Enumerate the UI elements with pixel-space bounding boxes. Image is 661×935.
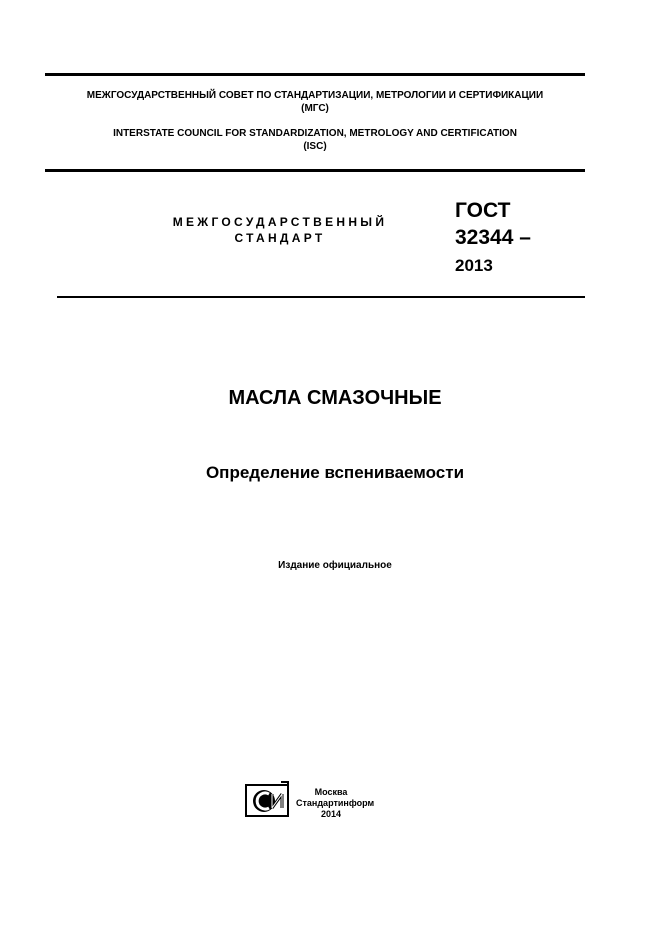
standartinform-logo-icon <box>245 781 289 817</box>
document-title: МАСЛА СМАЗОЧНЫЕ <box>228 387 442 409</box>
gost-label: ГОСТ <box>455 199 511 222</box>
gost-number: 32344 – <box>455 226 531 249</box>
standard-kind-line1: МЕЖГОСУДАРСТВЕННЫЙ <box>172 215 388 229</box>
edition-note: Издание официальное <box>278 560 392 571</box>
publisher-year: 2014 <box>320 809 342 819</box>
council-name-english <box>45 127 585 153</box>
document-subtitle: Определение вспениваемости <box>205 463 465 482</box>
gost-designation <box>455 197 531 277</box>
publisher-city: Москва <box>314 787 348 797</box>
council-name-russian <box>45 89 585 115</box>
publisher-block <box>296 787 375 820</box>
top-rule <box>45 73 585 76</box>
council-ru-line1: МЕЖГОСУДАРСТВЕННЫЙ СОВЕТ ПО СТАНДАРТИЗАЦИИ, МЕТРОЛОГИИ И СЕРТИФИКАЦИИ <box>86 90 544 101</box>
standard-kind-line2: СТАНДАРТ <box>234 231 326 245</box>
council-en-abbreviation: (ISC) <box>303 141 327 152</box>
lower-rule <box>57 296 585 298</box>
council-ru-abbreviation: (МГС) <box>301 103 329 114</box>
publisher-name: Стандартинформ <box>296 798 375 808</box>
middle-rule <box>45 169 585 172</box>
gost-year: 2013 <box>455 256 493 275</box>
standard-kind <box>160 214 400 246</box>
council-en-line1: INTERSTATE COUNCIL FOR STANDARDIZATION, METROLOGY AND CERTIFICATION <box>113 128 517 139</box>
